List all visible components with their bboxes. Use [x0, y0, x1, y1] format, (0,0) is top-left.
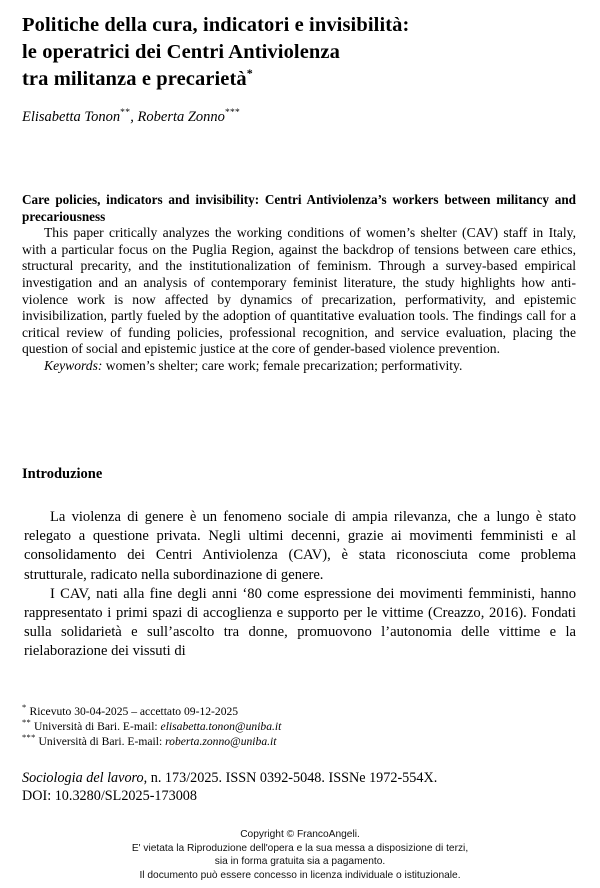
title-line-3 — [22, 66, 576, 93]
copyright-footer — [0, 828, 600, 882]
footnote-1-marker: * — [22, 702, 27, 713]
copyright-line-1: Copyright © FrancoAngeli. — [240, 829, 360, 840]
abstract-block — [22, 192, 576, 375]
footnote-3-marker: *** — [22, 732, 36, 743]
footnote-3-email: roberta.zonno@uniba.it — [165, 735, 277, 749]
body-text-block — [24, 508, 576, 662]
footnotes-block — [22, 704, 576, 750]
abstract-body: This paper critically analyzes the working conditions of women’s shelter (CAV) staff in Italy, with a particular focus on the Puglia Region, against the backdrop of tensions between care ethics, structural precarity, and the institutionalization of feminism. Through a survey-based empirical investigation and an analysis of contemporary feminist literature, the study highlights how anti-violence work is now affected by dynamics of precarization, performativity, and epistemic invisibilization, partly fueled by the adoption of quantitative evaluation tools. The findings call for a critical review of funding policies, professional recognition, and service evaluation, placing the question of social and epistemic justice at the core of gender-based violence prevention. — [22, 225, 576, 357]
keywords-value: women’s shelter; care work; female precarization; performativity. — [102, 357, 463, 373]
title-line-2: le operatrici dei Centri Antiviolenza — [22, 41, 340, 63]
author-name-2: Roberta Zonno — [137, 109, 225, 125]
author-name-1: Elisabetta Tonon — [22, 109, 121, 125]
footnote-3-text: Università di Bari. E-mail: — [35, 735, 166, 749]
title-line-1: Politiche della cura, indicatori e invisibilità: — [22, 14, 410, 36]
title-footnote-marker: * — [246, 66, 253, 81]
footnote-3 — [22, 734, 576, 749]
journal-name: Sociologia del lavoro — [22, 770, 144, 786]
footnote-2 — [22, 719, 576, 734]
body-paragraph-2: I CAV, nati alla fine degli anni ‘80 come espressione dei movimenti femministi, hanno rappresentato i primi spazi di accoglienza e supporto per le vittime (Creazzo, 2016). Fondati sulla solidarietà e sull’ascolto tra donne, promuovono l’autonomia delle vittime e la rielaborazione dei vissuti di — [24, 585, 576, 660]
author-byline — [22, 108, 576, 127]
journal-doi: DOI: 10.3280/SL2025-173008 — [22, 788, 197, 805]
journal-reference-block — [22, 769, 576, 806]
abstract-heading: Care policies, indicators and invisibility: Centri Antiviolenza’s workers between militancy and precariousness — [22, 192, 576, 224]
copyright-line-3: sia in forma gratuita sia a pagamento. — [214, 856, 386, 868]
journal-reference-line — [22, 769, 576, 787]
footnote-2-text: Università di Bari. E-mail: — [31, 720, 161, 734]
copyright-line-2: E' vietata la Riproduzione dell'opera e la sua messa a disposizione di terzi, — [131, 842, 469, 854]
author-1-footnote-marker: ** — [120, 108, 131, 119]
body-paragraph-1: La violenza di genere è un fenomeno sociale di ampia rilevanza, che a lungo è stato relegato a questione privata. Negli ultimi decenni, grazie ai movimenti femministi e al consolidamento dei Centri Antiviolenza (CAV), è stata riconosciuta come problema strutturale, radicato nella subordinazione di genere. — [24, 509, 576, 583]
author-2-footnote-marker: *** — [224, 108, 241, 119]
keywords-label: Keywords: — [44, 357, 103, 373]
journal-issue-info: , n. 173/2025. ISSN 0392-5048. ISSNe 1972-554X. — [143, 770, 438, 786]
footnote-1 — [22, 704, 576, 719]
abstract-keywords — [22, 358, 576, 375]
footnote-2-marker: ** — [22, 717, 32, 728]
page-title — [22, 12, 576, 93]
title-line-3-text: tra militanza e precarietà — [22, 68, 247, 90]
author-separator: , — [130, 109, 138, 125]
footnote-2-email: elisabetta.tonon@uniba.it — [160, 720, 282, 734]
copyright-line-4: Il documento può essere concesso in licenza individuale o istituzionale. — [139, 869, 461, 881]
footnote-1-text: Ricevuto 30-04-2025 – accettato 09-12-2025 — [26, 705, 239, 718]
section-heading-introduzione: Introduzione — [22, 466, 103, 482]
